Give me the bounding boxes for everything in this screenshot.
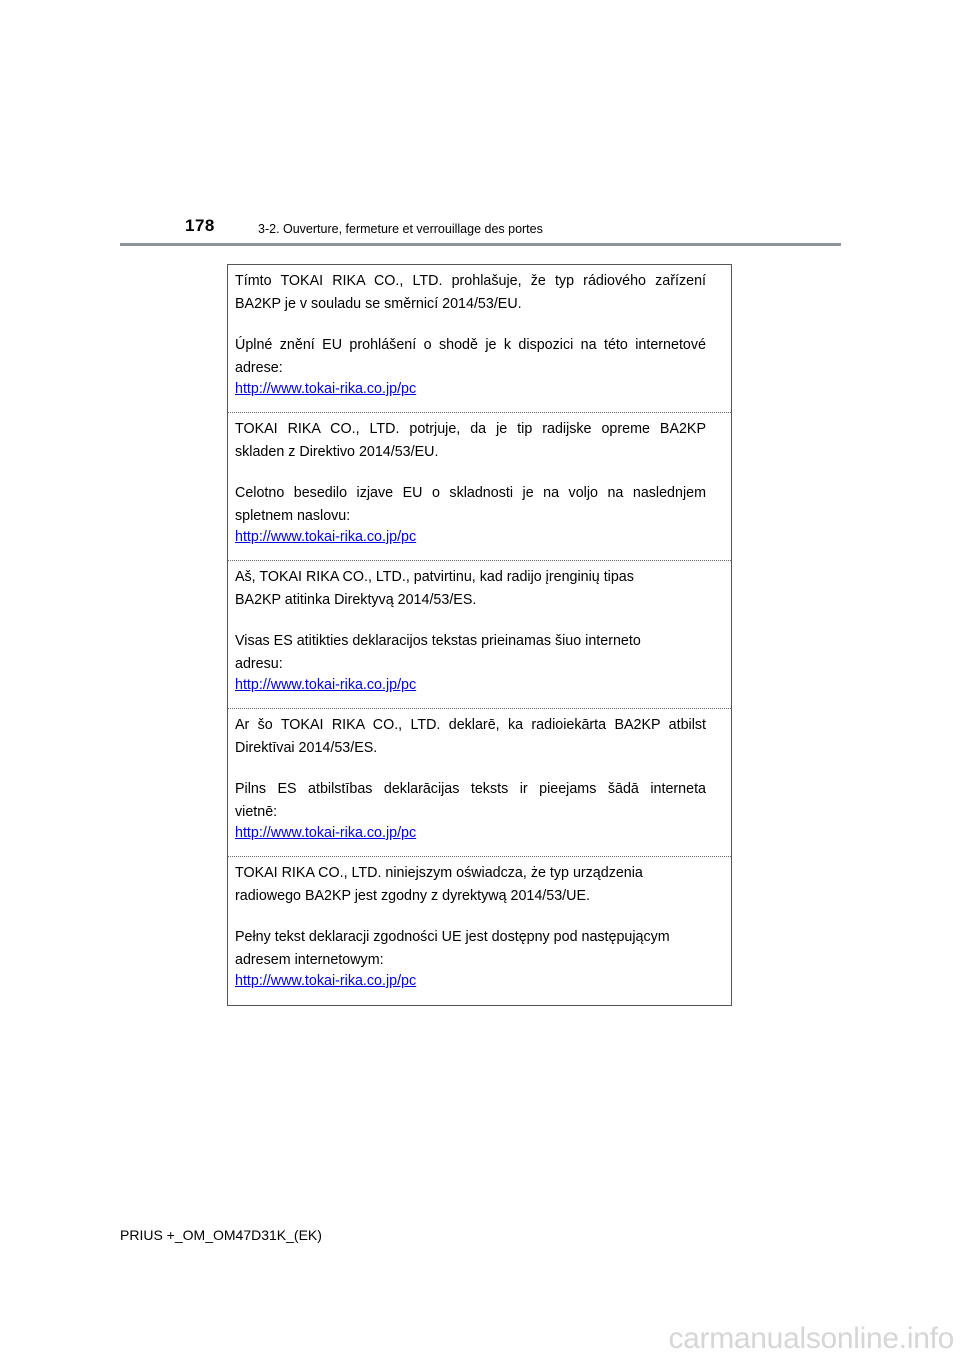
declaration-url-link[interactable]: http://www.tokai-rika.co.jp/pc xyxy=(235,677,417,693)
paragraph-gap xyxy=(235,907,706,926)
header-rule xyxy=(120,243,841,246)
declaration-availability-line: adresu: xyxy=(235,655,283,672)
declaration-url-link[interactable]: http://www.tokai-rika.co.jp/pc xyxy=(235,973,417,989)
declaration-block-slovenian xyxy=(228,413,731,561)
declaration-availability-line: adrese: xyxy=(235,359,283,376)
paragraph-gap xyxy=(235,315,706,334)
declaration-statement-line: Aš, TOKAI RIKA CO., LTD., patvirtinu, kad radijo įrenginių tipas xyxy=(235,569,634,585)
declaration-statement-line: radiowego BA2KP jest zgodny z dyrektywą 2014/53/UE. xyxy=(235,887,590,904)
declaration-statement-line: TOKAI RIKA CO., LTD. niniejszym oświadcza, że typ urządzenia xyxy=(235,865,643,881)
declaration-availability-line: adresem internetowym: xyxy=(235,951,384,968)
declaration-block-latvian xyxy=(228,709,731,857)
declaration-availability-line: Pilns ES atbilstības deklarācijas teksts ir pieejams šādā interneta xyxy=(235,781,706,797)
watermark: carmanualsonline.info xyxy=(668,1322,954,1355)
declaration-statement-line: Ar šo TOKAI RIKA CO., LTD. deklarē, ka radioiekārta BA2KP atbilst xyxy=(235,717,706,733)
declaration-url-link[interactable]: http://www.tokai-rika.co.jp/pc xyxy=(235,825,417,841)
declaration-availability-line: spletnem naslovu: xyxy=(235,507,351,524)
section-title: 3-2. Ouverture, fermeture et verrouillage des portes xyxy=(258,222,543,236)
declaration-block-lithuanian xyxy=(228,561,731,709)
declaration-statement-line: Direktīvai 2014/53/ES. xyxy=(235,739,378,756)
declaration-statement-line: TOKAI RIKA CO., LTD. potrjuje, da je tip radijske opreme BA2KP xyxy=(235,421,706,437)
declaration-url-link[interactable]: http://www.tokai-rika.co.jp/pc xyxy=(235,529,417,545)
paragraph-gap xyxy=(235,759,706,778)
declaration-block-czech xyxy=(228,265,731,413)
declaration-statement-line: BA2KP je v souladu se směrnicí 2014/53/EU. xyxy=(235,295,522,312)
declaration-statement-line: skladen z Direktivo 2014/53/EU. xyxy=(235,443,439,460)
footer-doc-id: PRIUS +_OM_OM47D31K_(EK) xyxy=(120,1227,322,1243)
paragraph-gap xyxy=(235,611,706,630)
declaration-url-link[interactable]: http://www.tokai-rika.co.jp/pc xyxy=(235,381,417,397)
declaration-availability-line: Celotno besedilo izjave EU o skladnosti je na voljo na naslednjem xyxy=(235,485,706,501)
declaration-block-polish xyxy=(228,857,731,1005)
declaration-availability-line: vietnē: xyxy=(235,803,278,820)
paragraph-gap xyxy=(235,463,706,482)
declaration-availability-line: Pełny tekst deklaracji zgodności UE jest dostępny pod następującym xyxy=(235,929,670,945)
declaration-statement-line: BA2KP atitinka Direktyvą 2014/53/ES. xyxy=(235,591,477,608)
declaration-table xyxy=(227,264,732,1006)
declaration-availability-line: Visas ES atitikties deklaracijos tekstas prieinamas šiuo interneto xyxy=(235,633,641,649)
page-number: 178 xyxy=(185,216,215,235)
declaration-statement-line: Tímto TOKAI RIKA CO., LTD. prohlašuje, že typ rádiového zařízení xyxy=(235,273,706,289)
declaration-availability-line: Úplné znění EU prohlášení o shodě je k dispozici na této internetové xyxy=(235,337,706,353)
